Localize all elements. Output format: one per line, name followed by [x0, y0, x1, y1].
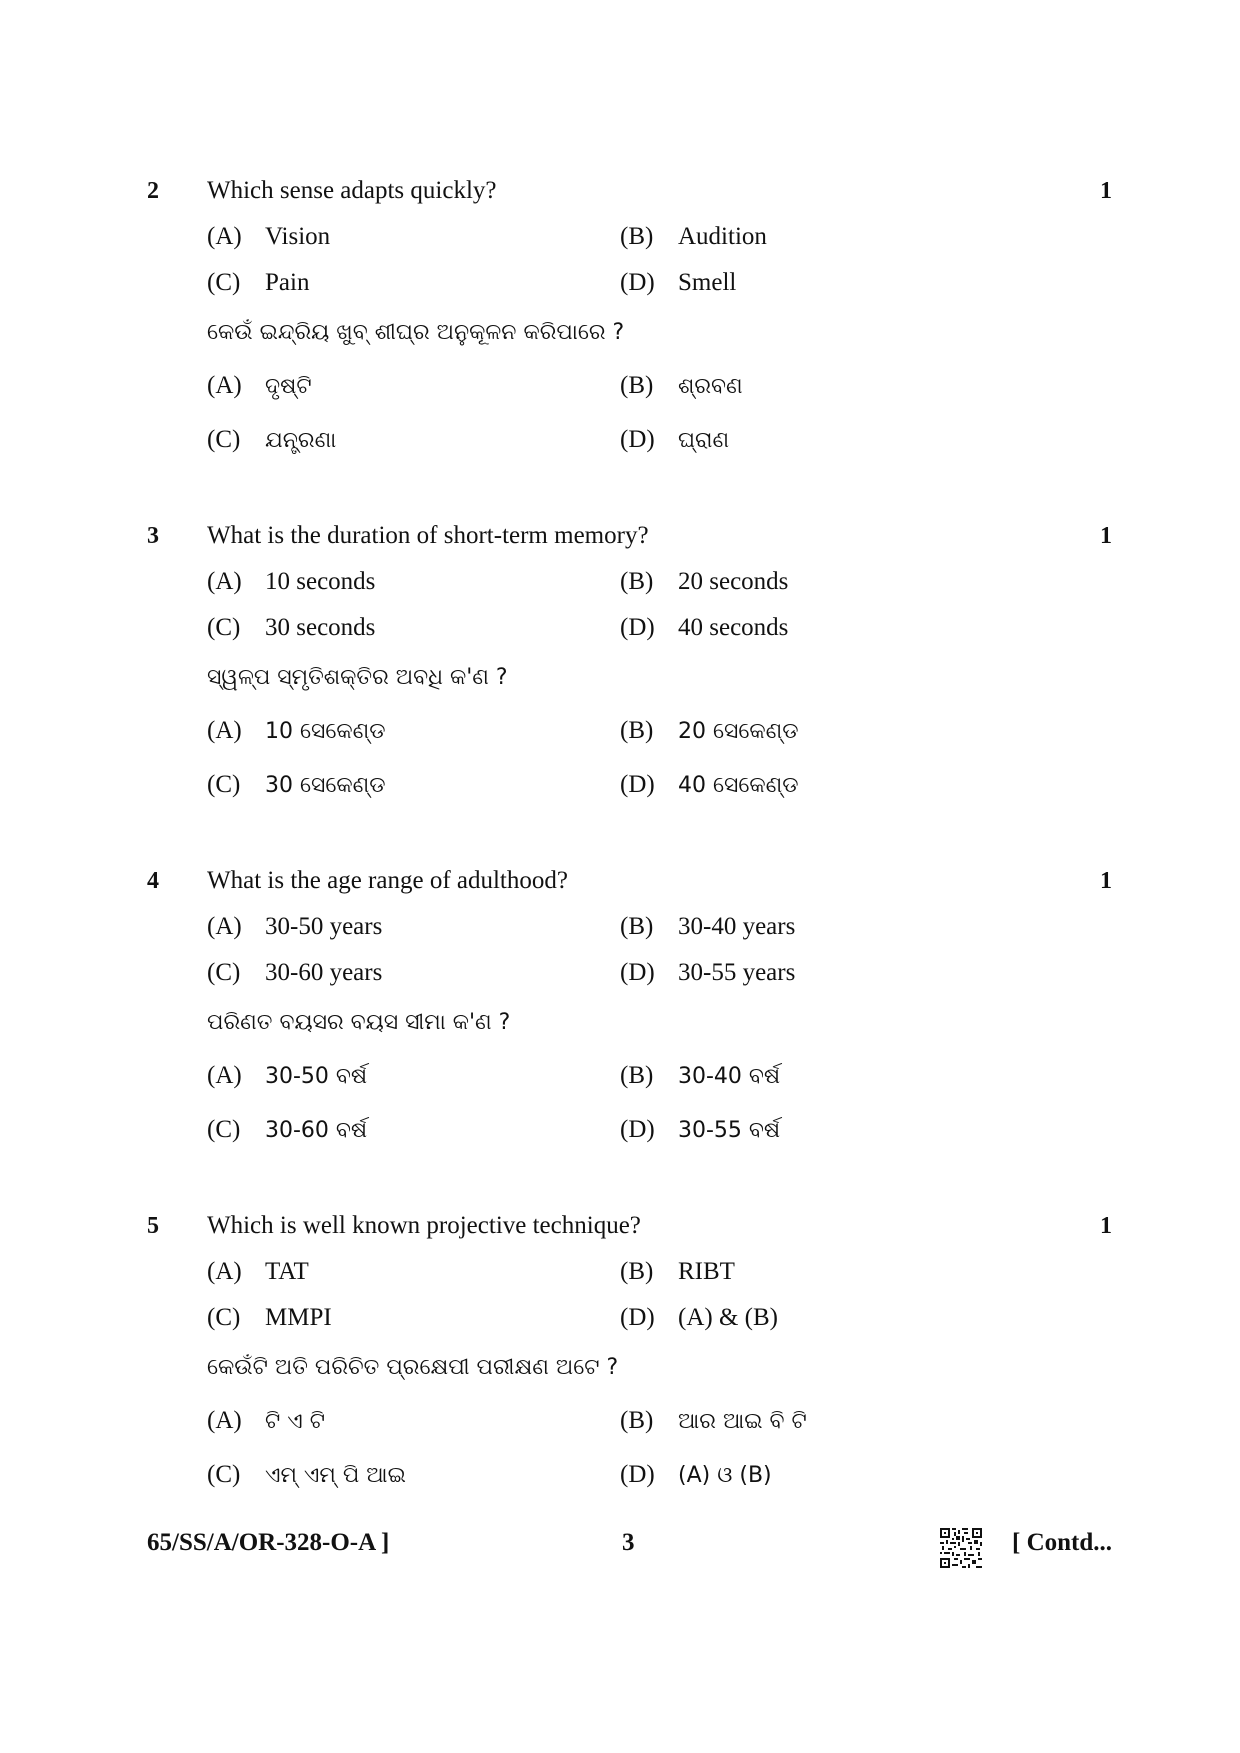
continued-label: [ Contd... — [1012, 1529, 1113, 1556]
option-c: (C) MMPI — [207, 1304, 332, 1331]
question-number: 4 — [147, 868, 159, 894]
question-number: 2 — [147, 178, 159, 204]
option-c: (C) Pain — [207, 269, 310, 296]
question-number: 5 — [147, 1213, 159, 1239]
option-a: (A) 30-50 years — [207, 913, 383, 940]
page-number: 3 — [622, 1529, 635, 1556]
option-c: (C) 30-60 years — [207, 959, 383, 986]
odia-option-a: (A) ଟି ଏ ଟି — [207, 1407, 325, 1434]
odia-option-c: (C) ଯନ୍ତ୍ରଣା — [207, 426, 337, 453]
option-c: (C) 30 seconds — [207, 614, 376, 641]
option-b: (B) 20 seconds — [620, 568, 789, 595]
question-number: 3 — [147, 523, 159, 549]
option-a: (A) TAT — [207, 1258, 309, 1285]
odia-option-d: (D) ଘ୍ରାଣ — [620, 426, 730, 453]
odia-question-text: କେଉଁ ଇନ୍ଦ୍ରିୟ ଖୁବ୍ ଶୀଘ୍ର ଅନୁକୂଳନ କରିପାରେ ? — [207, 320, 625, 345]
option-d: (D) Smell — [620, 269, 737, 296]
question-text: What is the duration of short-term memory? — [207, 522, 649, 549]
odia-option-b: (B) ଆର ଆଇ ବି ଟି — [620, 1407, 807, 1434]
odia-option-a: (A) 30-50 ବର୍ଷ — [207, 1062, 368, 1089]
option-b: (B) 30-40 years — [620, 913, 796, 940]
option-a: (A) 10 seconds — [207, 568, 376, 595]
odia-question-text: କେଉଁଟି ଅତି ପରିଚିତ ପ୍ରକ୍ଷେପୀ ପରୀକ୍ଷଣ ଅଟେ ? — [207, 1355, 619, 1380]
odia-option-c: (C) ଏମ୍ ଏମ୍ ପି ଆଇ — [207, 1461, 406, 1488]
question-text: Which is well known projective technique? — [207, 1212, 641, 1239]
option-d: (D) 30-55 years — [620, 959, 796, 986]
question-text: What is the age range of adulthood? — [207, 867, 568, 894]
option-b: (B) RIBT — [620, 1258, 735, 1285]
odia-option-d: (D) (A) ଓ (B) — [620, 1461, 772, 1488]
odia-option-c: (C) 30 ସେକେଣ୍ଡ — [207, 771, 386, 798]
odia-option-d: (D) 30-55 ବର୍ଷ — [620, 1116, 781, 1143]
odia-question-text: ପରିଣତ ବୟସର ବୟସ ସୀମା କ'ଣ ? — [207, 1010, 511, 1035]
odia-option-c: (C) 30-60 ବର୍ଷ — [207, 1116, 368, 1143]
question-marks: 1 — [1100, 178, 1112, 204]
question-5 — [0, 1211, 1240, 1511]
odia-option-d: (D) 40 ସେକେଣ୍ଡ — [620, 771, 799, 798]
qr-code-icon — [940, 1528, 982, 1568]
question-4 — [0, 866, 1240, 1166]
odia-option-a: (A) ଦୃଷ୍ଟି — [207, 372, 312, 399]
option-a: (A) Vision — [207, 223, 331, 250]
odia-option-b: (B) 20 ସେକେଣ୍ଡ — [620, 717, 799, 744]
odia-option-b: (B) 30-40 ବର୍ଷ — [620, 1062, 781, 1089]
question-marks: 1 — [1100, 1213, 1112, 1239]
question-marks: 1 — [1100, 523, 1112, 549]
option-d: (D) 40 seconds — [620, 614, 789, 641]
question-marks: 1 — [1100, 868, 1112, 894]
option-b: (B) Audition — [620, 223, 767, 250]
question-3 — [0, 521, 1240, 821]
odia-option-b: (B) ଶ୍ରବଣ — [620, 372, 743, 399]
paper-code: 65/SS/A/OR-328-O-A ] — [147, 1529, 390, 1556]
odia-question-text: ସ୍ୱଳ୍ପ ସ୍ମୃତିଶକ୍ତିର ଅବଧି କ'ଣ ? — [207, 665, 508, 690]
question-text: Which sense adapts quickly? — [207, 177, 497, 204]
option-d: (D) (A) & (B) — [620, 1304, 778, 1331]
question-2 — [0, 176, 1240, 476]
page-footer — [0, 1528, 1240, 1568]
odia-option-a: (A) 10 ସେକେଣ୍ଡ — [207, 717, 386, 744]
